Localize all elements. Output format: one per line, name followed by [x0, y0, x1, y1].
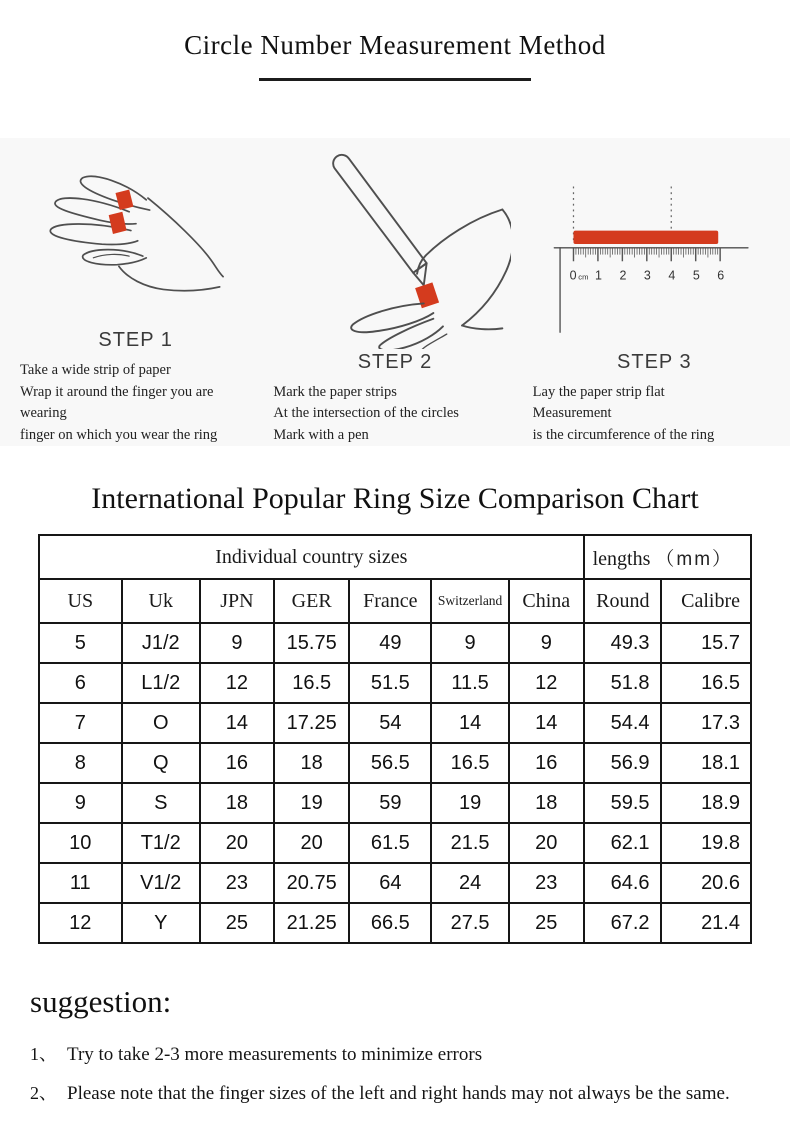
- table-cell: 9: [509, 623, 584, 663]
- ruler-number: 2: [619, 268, 627, 283]
- ring-size-table-body: [39, 623, 751, 943]
- table-cell: 14: [200, 703, 274, 743]
- table-cell: 14: [509, 703, 584, 743]
- table-cell: 20: [509, 823, 584, 863]
- step-3-line-3: is the circumference of the ring: [532, 426, 715, 443]
- table-cell: 9: [431, 623, 509, 663]
- table-cell: 18: [274, 743, 349, 783]
- ruler-ticks: [574, 248, 721, 261]
- column-header-round: Round: [584, 579, 661, 623]
- table-cell: 16: [509, 743, 584, 783]
- measurement-steps-band: [0, 138, 790, 446]
- step-3-line-1: Lay the paper strip flat: [532, 383, 665, 400]
- table-cell: 25: [200, 903, 274, 943]
- step-3-column: [525, 152, 784, 446]
- table-cell: 64: [349, 863, 431, 903]
- table-cell: 16.5: [661, 663, 751, 703]
- lengths-unit: （mm）: [655, 548, 734, 570]
- page-header: [0, 0, 790, 81]
- suggestion-section: [0, 944, 790, 1105]
- table-cell: 20: [274, 823, 349, 863]
- table-cell: 51.8: [584, 663, 661, 703]
- table-cell: 19.8: [661, 823, 751, 863]
- column-header-calibre: Calibre: [661, 579, 751, 623]
- table-cell: 6: [39, 663, 122, 703]
- table-cell: 16.5: [274, 663, 349, 703]
- table-cell: 66.5: [349, 903, 431, 943]
- column-header-ger: GER: [274, 579, 349, 623]
- table-cell: 54.4: [584, 703, 661, 743]
- table-cell: 9: [39, 783, 122, 823]
- ring-size-comparison-table: [38, 534, 752, 944]
- column-header-us: US: [39, 579, 122, 623]
- table-cell: 8: [39, 743, 122, 783]
- ruler-number: 3: [644, 268, 652, 283]
- group-header-country-sizes: Individual country sizes: [39, 535, 584, 579]
- table-row: [39, 863, 751, 903]
- step-2-line-3: Mark with a pen: [273, 426, 369, 443]
- step-1-line-1: Take a wide strip of paper: [20, 362, 171, 378]
- step-2-line-2: At the intersection of the circles: [273, 405, 459, 421]
- table-cell: 27.5: [431, 903, 509, 943]
- table-row: [39, 903, 751, 943]
- table-cell: 51.5: [349, 663, 431, 703]
- table-cell: 20.75: [274, 863, 349, 903]
- column-header-switzerland: Switzerland: [431, 579, 509, 623]
- page-title: Circle Number Measurement Method: [184, 30, 606, 60]
- table-row: [39, 623, 751, 663]
- ruler-labels: [570, 268, 725, 282]
- table-cell: 16.5: [431, 743, 509, 783]
- table-cell: 14: [431, 703, 509, 743]
- table-cell: 24: [431, 863, 509, 903]
- table-cell: S: [122, 783, 200, 823]
- suggestion-item: [30, 1079, 760, 1105]
- suggestion-item-number: 1、: [30, 1044, 57, 1064]
- group-header-lengths: [584, 535, 751, 579]
- table-cell: 7: [39, 703, 122, 743]
- table-cell: 17.3: [661, 703, 751, 743]
- step-2-line-1: Mark the paper strips: [273, 383, 397, 400]
- column-header-france: France: [349, 579, 431, 623]
- table-cell: V1/2: [122, 863, 200, 903]
- ruler-unit-label: cm: [578, 272, 589, 282]
- table-cell: 12: [200, 663, 274, 703]
- table-cell: 18.1: [661, 743, 751, 783]
- table-cell: T1/2: [122, 823, 200, 863]
- table-cell: 59: [349, 783, 431, 823]
- step-3-label: STEP 3: [617, 350, 692, 373]
- lengths-label: lengths: [592, 547, 651, 570]
- table-cell: 19: [274, 783, 349, 823]
- table-cell: 49.3: [584, 623, 661, 663]
- table-cell: 23: [509, 863, 584, 903]
- table-cell: 20.6: [661, 863, 751, 903]
- table-cell: 64.6: [584, 863, 661, 903]
- table-cell: 10: [39, 823, 122, 863]
- step-1-description: [6, 360, 265, 446]
- ruler-number: 0: [569, 268, 577, 283]
- suggestion-item: [30, 1040, 760, 1066]
- table-row: [39, 743, 751, 783]
- suggestion-item-text: Try to take 2-3 more measurements to minimize errors: [67, 1044, 483, 1065]
- table-cell: 49: [349, 623, 431, 663]
- table-cell: 12: [39, 903, 122, 943]
- suggestion-item-text: Please note that the finger sizes of the left and right hands may not always be the same.: [67, 1083, 730, 1104]
- table-cell: J1/2: [122, 623, 200, 663]
- table-cell: O: [122, 703, 200, 743]
- table-cell: 21.4: [661, 903, 751, 943]
- column-header-row: [39, 579, 751, 623]
- table-cell: 19: [431, 783, 509, 823]
- table-cell: 21.5: [431, 823, 509, 863]
- table-cell: 5: [39, 623, 122, 663]
- ruler-number: 6: [717, 268, 725, 283]
- step-3-description: [525, 382, 784, 447]
- ruler-number: 5: [693, 268, 701, 283]
- suggestion-heading: suggestion:: [30, 984, 172, 1019]
- step-2-description: [265, 382, 524, 447]
- step-1-line-3: finger on which you wear the ring: [20, 426, 218, 443]
- suggestion-list: [30, 1040, 760, 1105]
- table-cell: 12: [509, 663, 584, 703]
- step-1-label: STEP 1: [98, 329, 173, 351]
- table-cell: 17.25: [274, 703, 349, 743]
- table-cell: 61.5: [349, 823, 431, 863]
- table-cell: Q: [122, 743, 200, 783]
- table-cell: 25: [509, 903, 584, 943]
- column-header-china: China: [509, 579, 584, 623]
- table-cell: 56.5: [349, 743, 431, 783]
- hand-pen-marking-icon: [279, 152, 511, 349]
- table-cell: 62.1: [584, 823, 661, 863]
- chart-title: International Popular Ring Size Comparison Chart: [91, 482, 699, 515]
- ruler-number: 4: [668, 268, 676, 283]
- table-cell: L1/2: [122, 663, 200, 703]
- table-cell: 11: [39, 863, 122, 903]
- table-cell: 54: [349, 703, 431, 743]
- table-cell: 15.75: [274, 623, 349, 663]
- table-cell: 18.9: [661, 783, 751, 823]
- hand-paper-strip-icon: [20, 152, 252, 327]
- title-underline: [259, 78, 531, 81]
- table-cell: 18: [509, 783, 584, 823]
- ruler-number: 1: [595, 268, 603, 283]
- column-header-uk: Uk: [122, 579, 200, 623]
- table-row: [39, 663, 751, 703]
- table-row: [39, 783, 751, 823]
- table-row: [39, 703, 751, 743]
- table-cell: 15.7: [661, 623, 751, 663]
- table-cell: 20: [200, 823, 274, 863]
- table-cell: 16: [200, 743, 274, 783]
- table-cell: 23: [200, 863, 274, 903]
- table-row: [39, 823, 751, 863]
- table-cell: 18: [200, 783, 274, 823]
- group-header-row: [39, 535, 751, 579]
- step-1-line-2: Wrap it around the finger you are wearing: [20, 383, 214, 421]
- suggestion-item-number: 2、: [30, 1083, 57, 1103]
- step-2-column: [265, 152, 524, 446]
- table-cell: 9: [200, 623, 274, 663]
- column-header-jpn: JPN: [200, 579, 274, 623]
- table-cell: 21.25: [274, 903, 349, 943]
- table-cell: 67.2: [584, 903, 661, 943]
- table-cell: 11.5: [431, 663, 509, 703]
- table-cell: 59.5: [584, 783, 661, 823]
- step-2-label: STEP 2: [357, 350, 433, 373]
- ruler-measurement-icon: [538, 152, 770, 349]
- table-cell: Y: [122, 903, 200, 943]
- step-3-line-2: Measurement: [532, 405, 612, 421]
- table-cell: 56.9: [584, 743, 661, 783]
- step-1-column: [6, 152, 265, 446]
